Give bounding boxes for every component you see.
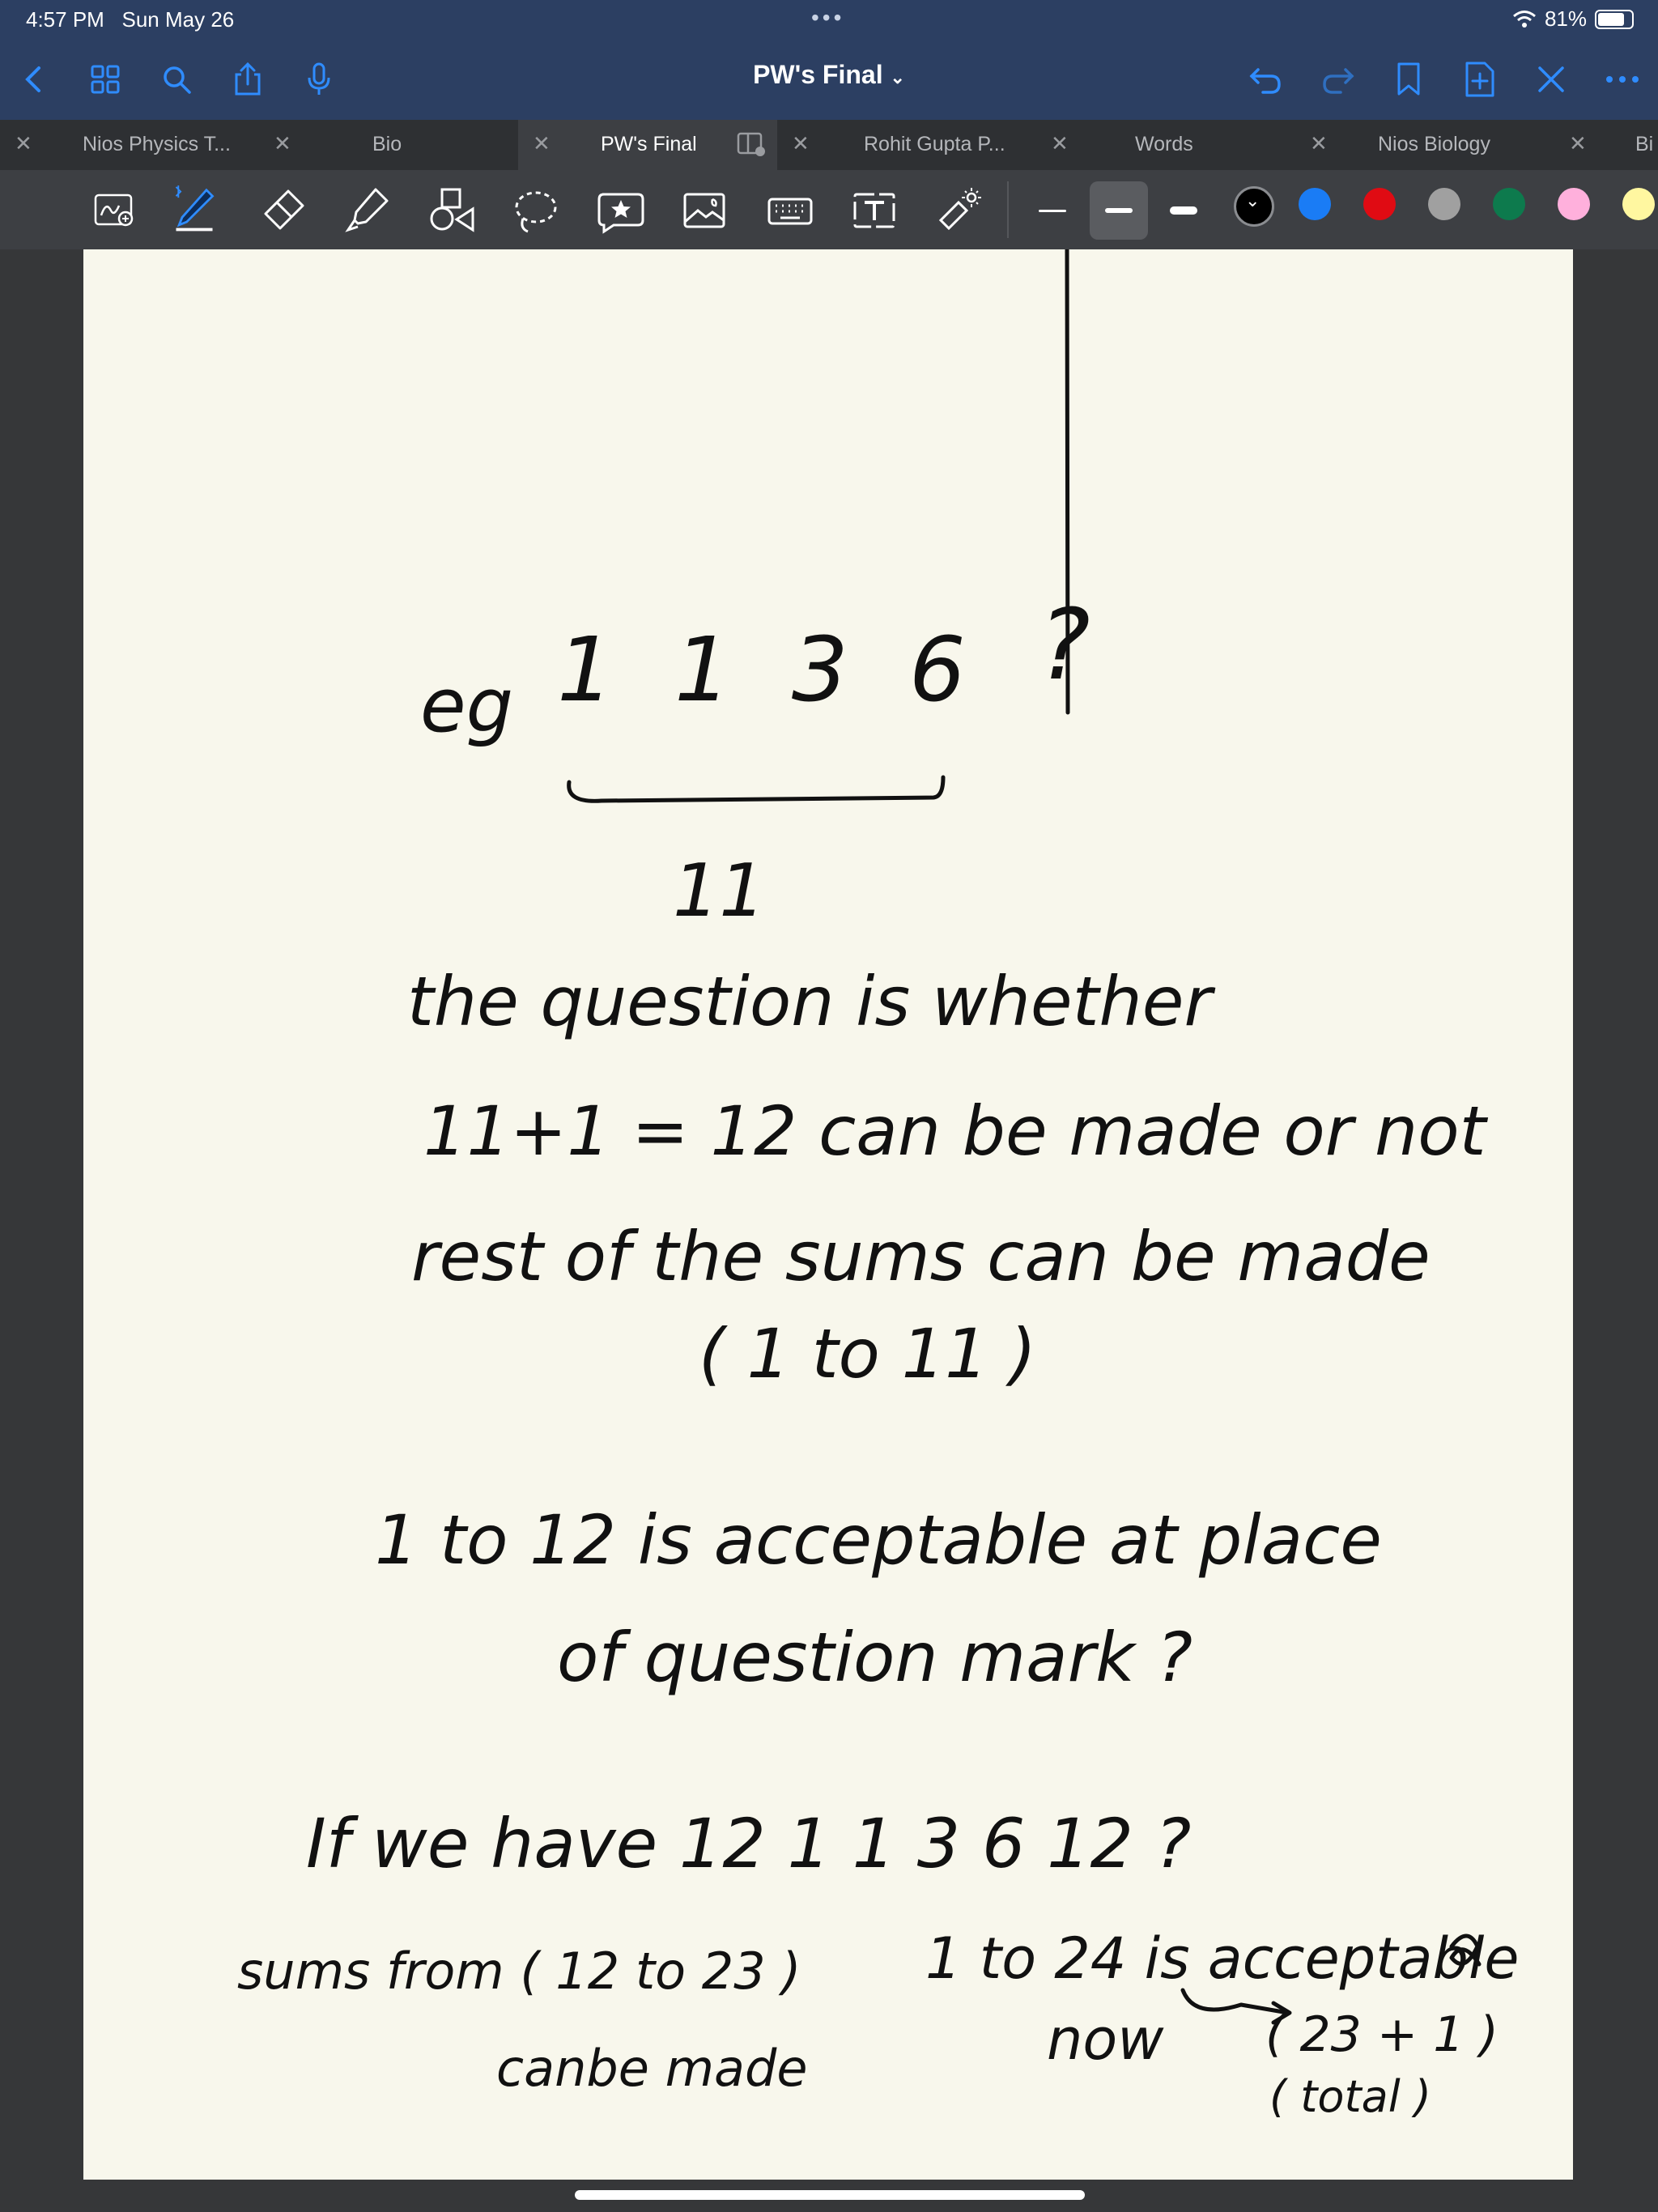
redo-button[interactable] bbox=[1315, 57, 1360, 102]
close-tab-icon[interactable]: ✕ bbox=[533, 131, 551, 155]
stroke-thick-line bbox=[1170, 206, 1197, 215]
status-bar bbox=[0, 0, 1658, 39]
zoom-window-icon bbox=[93, 191, 137, 230]
close-tab-icon[interactable]: ✕ bbox=[1051, 131, 1069, 155]
note-line-range: ( 1 to 11 ) bbox=[699, 1314, 1037, 1393]
document-title[interactable]: PW's Final ⌄ bbox=[753, 60, 905, 89]
close-tab-icon[interactable]: ✕ bbox=[15, 131, 32, 155]
note-line-question-mark: of question mark ? bbox=[557, 1618, 1193, 1697]
pen-icon bbox=[170, 184, 219, 237]
sticker-star-icon bbox=[596, 186, 644, 235]
battery-icon bbox=[1595, 10, 1634, 29]
more-icon bbox=[1605, 71, 1640, 87]
bookmark-icon bbox=[1394, 62, 1423, 97]
shapes-icon bbox=[427, 186, 476, 235]
note-line-23-plus-1: ( 23 + 1 ) bbox=[1265, 2006, 1499, 2063]
tab-bio[interactable]: ✕ Bio bbox=[274, 131, 402, 155]
redo-icon bbox=[1320, 63, 1355, 96]
tab-words[interactable]: ✕ Words bbox=[1051, 131, 1193, 155]
pen-tool[interactable] bbox=[170, 186, 219, 235]
underbrace-stroke bbox=[569, 777, 943, 801]
image-icon bbox=[680, 186, 729, 235]
note-line-now: now bbox=[1047, 2006, 1164, 2073]
more-options-button[interactable] bbox=[1600, 57, 1645, 102]
laser-pointer-tool[interactable] bbox=[934, 186, 983, 235]
stroke-medium-line bbox=[1105, 208, 1133, 213]
shapes-tool[interactable] bbox=[427, 186, 476, 235]
wifi-icon bbox=[1512, 10, 1537, 29]
navigation-bar bbox=[0, 39, 1658, 120]
eraser-icon bbox=[259, 186, 308, 235]
undo-icon bbox=[1248, 63, 1284, 96]
close-pen-tools-button[interactable] bbox=[1528, 57, 1574, 102]
highlighter-tool[interactable] bbox=[343, 186, 392, 235]
note-line-acceptable: 1 to 12 is acceptable at place bbox=[375, 1500, 1382, 1580]
status-time-date: 4:57 PM Sun May 26 bbox=[26, 7, 235, 32]
text-box-icon bbox=[850, 186, 899, 235]
battery-percent: 81% bbox=[1544, 6, 1587, 31]
tab-nios-physics[interactable]: ✕ Nios Physics T... bbox=[15, 131, 231, 155]
close-tab-icon[interactable]: ✕ bbox=[792, 131, 810, 155]
note-line-if-we-have: If we have 12 1 1 3 6 12 ? bbox=[306, 1804, 1192, 1883]
note-line-rest: rest of the sums can be made bbox=[411, 1217, 1431, 1296]
lasso-icon bbox=[512, 186, 560, 235]
stroke-thin[interactable] bbox=[1028, 186, 1077, 235]
add-page-button[interactable] bbox=[1457, 57, 1503, 102]
tab-bar bbox=[0, 120, 1658, 171]
color-swatch-black[interactable] bbox=[1234, 186, 1274, 227]
image-tool[interactable] bbox=[680, 186, 729, 235]
handwriting-strokes bbox=[83, 249, 1573, 2180]
add-page-icon bbox=[1464, 61, 1496, 98]
elements-tool[interactable] bbox=[596, 186, 644, 235]
stroke-medium[interactable] bbox=[1090, 181, 1148, 240]
home-indicator[interactable] bbox=[575, 2190, 1085, 2200]
keyboard-tool[interactable] bbox=[766, 186, 814, 235]
stroke-thick[interactable] bbox=[1159, 186, 1208, 235]
status-right bbox=[1512, 6, 1634, 32]
chevron-down-icon: ⌄ bbox=[1245, 190, 1261, 211]
color-swatch-yellow[interactable] bbox=[1622, 188, 1655, 220]
undo-button[interactable] bbox=[1244, 57, 1289, 102]
highlighter-icon bbox=[343, 186, 392, 235]
note-eg: eg bbox=[420, 662, 513, 749]
color-swatch-red[interactable] bbox=[1363, 188, 1396, 220]
bookmark-button[interactable] bbox=[1386, 57, 1431, 102]
close-tab-icon[interactable]: ✕ bbox=[1569, 131, 1587, 155]
toolbar-divider bbox=[1007, 181, 1009, 238]
note-sum-11: 11 bbox=[673, 849, 766, 934]
tab-rohit-gupta[interactable]: ✕ Rohit Gupta P... bbox=[792, 131, 1005, 155]
lasso-tool[interactable] bbox=[512, 186, 560, 235]
tab-bi[interactable]: ✕ Bi bbox=[1569, 131, 1654, 155]
color-swatch-green[interactable] bbox=[1493, 188, 1525, 220]
stroke-thin-line bbox=[1039, 210, 1066, 212]
close-tab-icon[interactable]: ✕ bbox=[1310, 131, 1328, 155]
pen-close-icon bbox=[1535, 63, 1567, 96]
note-line-1-to-24: 1 to 24 is acceptable bbox=[925, 1925, 1520, 1992]
split-view-icon[interactable] bbox=[737, 131, 766, 157]
multitasking-dots-icon[interactable]: ••• bbox=[811, 5, 845, 30]
note-line-canbe-made: canbe made bbox=[496, 2039, 808, 2098]
note-page-canvas[interactable] bbox=[83, 249, 1573, 2180]
text-tool[interactable] bbox=[850, 186, 899, 235]
color-swatch-blue[interactable] bbox=[1299, 188, 1331, 220]
close-tab-icon[interactable]: ✕ bbox=[274, 131, 291, 155]
color-swatch-gray[interactable] bbox=[1428, 188, 1460, 220]
tab-pws-final[interactable]: ✕ PW's Final bbox=[518, 120, 777, 170]
zoom-window-tool[interactable] bbox=[91, 186, 139, 235]
eraser-tool[interactable] bbox=[259, 186, 308, 235]
battery-level-fill bbox=[1598, 13, 1624, 26]
keyboard-icon bbox=[766, 186, 814, 235]
color-swatch-pink[interactable] bbox=[1558, 188, 1590, 220]
note-line-sums-from: sums from ( 12 to 23 ) bbox=[237, 1942, 801, 2001]
note-line-total: ( total ) bbox=[1269, 2071, 1431, 2122]
note-line-question: the question is whether bbox=[407, 962, 1212, 1041]
laser-pointer-icon bbox=[934, 186, 983, 235]
note-line-12: 11+1 = 12 can be made or not bbox=[423, 1091, 1486, 1171]
note-sequence: 1 1 3 6 bbox=[557, 618, 982, 721]
note-question-mark: ? bbox=[1039, 589, 1090, 702]
drawing-toolbar bbox=[0, 170, 1658, 249]
tab-nios-biology[interactable]: ✕ Nios Biology bbox=[1310, 131, 1490, 155]
